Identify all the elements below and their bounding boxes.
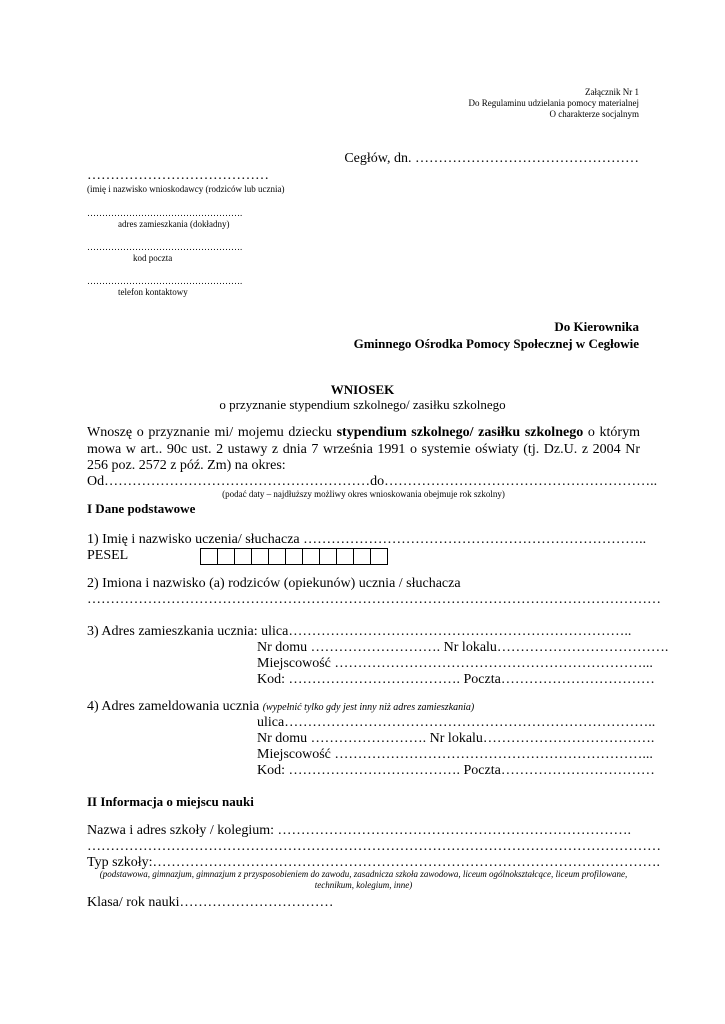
school-type-note: (podstawowa, gimnazjum, gimnazjum z przysposobieniem do zawodu, zasadnicza szkoła zawodowa, liceum ogólnokształcące, liceum profilowane, technikum, kolegium, inne) — [99, 869, 628, 890]
address-caption: adres zamieszkania (dokładny) — [118, 219, 230, 229]
registration-label — [87, 699, 474, 715]
applicant-name-field[interactable]: ………………………………… — [87, 168, 269, 183]
period-field[interactable]: Od…………………………………………………do………………………………………………….. — [87, 474, 658, 489]
phone-caption: telefon kontaktowy — [118, 287, 188, 297]
pesel-digit-box[interactable] — [319, 548, 337, 565]
residence-code-field[interactable]: Kod: ………………………………. Poczta…………………………… — [257, 672, 655, 687]
character-label: O charakterze socjalnym — [549, 109, 639, 119]
document-subtitle: o przyznanie stypendium szkolnego/ zasiłku szkolnego — [219, 397, 506, 412]
registration-town-field[interactable]: Miejscowość …………………………………………………………... — [257, 747, 653, 762]
registration-label-text: 4) Adres zameldowania ucznia — [87, 699, 263, 714]
phone-field[interactable]: ……………………………………………. — [87, 276, 243, 286]
attachment-label: Załącznik Nr 1 — [585, 87, 639, 97]
pesel-digit-box[interactable] — [353, 548, 371, 565]
section-1-heading: I Dane podstawowe — [87, 501, 196, 516]
school-name-line[interactable]: …………………………………………………………………………………………………………… — [87, 839, 661, 854]
student-name-field[interactable]: 1) Imię i nazwisko uczenia/ słuchacza ……………………………………………………………….. — [87, 532, 647, 547]
addressee-line-1: Do Kierownika — [554, 319, 639, 334]
pesel-digit-box[interactable] — [285, 548, 303, 565]
school-type-field[interactable]: Typ szkoły:………………………………………………………………………………………………. — [87, 855, 661, 870]
postal-caption: kod poczta — [133, 253, 173, 263]
postal-field[interactable]: ……………………………………………. — [87, 242, 243, 252]
registration-code-field[interactable]: Kod: ………………………………. Poczta…………………………… — [257, 763, 655, 778]
parents-field[interactable]: …………………………………………………………………………………………………………… — [87, 592, 661, 607]
registration-street-field[interactable]: ulica…………………………………………………………………….. — [257, 715, 656, 730]
residence-town-field[interactable]: Miejscowość …………………………………………………………... — [257, 656, 653, 671]
address-field[interactable]: ……………………………………………. — [87, 208, 243, 218]
period-note: (podać daty – najdłuższy możliwy okres wnioskowania obejmuje rok szkolny) — [222, 489, 505, 499]
section-2-heading: II Informacja o miejscu nauki — [87, 794, 254, 809]
document-title: WNIOSEK — [330, 382, 395, 397]
pesel-input[interactable] — [200, 548, 387, 565]
pesel-digit-box[interactable] — [251, 548, 269, 565]
residence-street-field[interactable]: 3) Adres zamieszkania ucznia: ulica……………………………………………………………….. — [87, 624, 632, 639]
pesel-digit-box[interactable] — [336, 548, 354, 565]
registration-note: (wypełnić tylko gdy jest inny niż adres zamieszkania) — [262, 702, 475, 713]
pesel-digit-box[interactable] — [268, 548, 286, 565]
pesel-label: PESEL — [87, 548, 129, 563]
school-name-field[interactable]: Nazwa i adres szkoły / kolegium: …………………………………………………………………. — [87, 823, 632, 838]
pesel-digit-box[interactable] — [200, 548, 218, 565]
pesel-digit-box[interactable] — [302, 548, 320, 565]
pesel-digit-box[interactable] — [370, 548, 388, 565]
addressee-line-2: Gminnego Ośrodka Pomocy Społecznej w Cegłowie — [353, 336, 639, 351]
request-paragraph — [87, 425, 640, 475]
pesel-digit-box[interactable] — [234, 548, 252, 565]
place-date-field[interactable]: Cegłów, dn. ………………………………………… — [344, 151, 639, 166]
request-text-2: o którym mowa w art.. 90c ust. 2 ustawy z dnia 7 września 1991 o systemie oświaty (tj. Dz.U. z 2004 Nr 256 poz. 2572 z póź. Zm) na okres: — [87, 425, 640, 473]
registration-house-field[interactable]: Nr domu ……………………. Nr lokalu………………………………. — [257, 731, 655, 746]
request-text-bold: stypendium szkolnego/ zasiłku szkolnego — [336, 425, 584, 440]
class-year-field[interactable]: Klasa/ rok nauki…………………………… — [87, 895, 334, 910]
parents-label: 2) Imiona i nazwisko (a) rodziców (opiekunów) ucznia / słuchacza — [87, 576, 461, 591]
residence-house-field[interactable]: Nr domu ………………………. Nr lokalu………………………………. — [257, 640, 669, 655]
pesel-digit-box[interactable] — [217, 548, 235, 565]
regulation-label: Do Regulaminu udzielania pomocy materialnej — [468, 98, 639, 108]
applicant-name-caption: (imię i nazwisko wnioskodawcy (rodziców lub ucznia) — [87, 184, 285, 194]
request-text-1: Wnoszę o przyznanie mi/ mojemu dziecku — [87, 425, 337, 440]
